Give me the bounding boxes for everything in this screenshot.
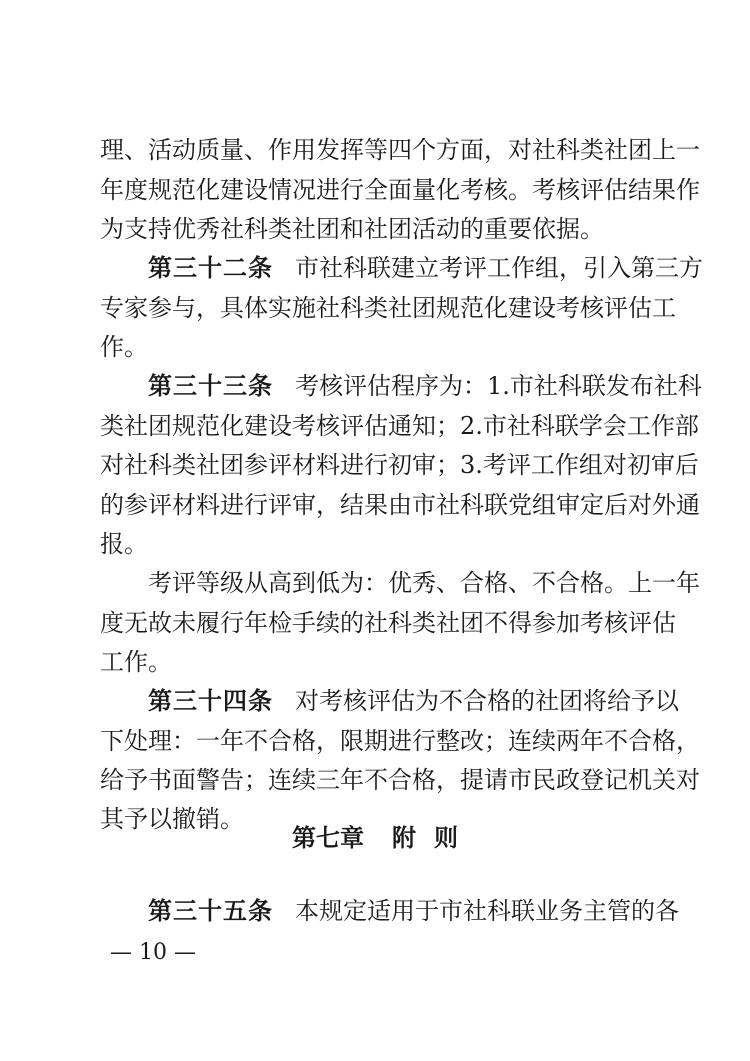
text-line: 专家参与，具体实施社科类社团规范化建设考核评估工 — [100, 294, 676, 322]
article-32-first-line — [148, 252, 703, 284]
text-line: 下处理：一年不合格，限期进行整改；连续两年不合格， — [100, 727, 700, 755]
text-line: 为支持优秀社科类社团和社团活动的重要依据。 — [100, 215, 604, 243]
article-label: 第三十二条 — [148, 254, 273, 282]
text-line: 的参评材料进行评审，结果由市社科联党组审定后对外通 — [100, 491, 700, 519]
text-line: 报。 — [100, 530, 148, 558]
text-line: 给予书面警告；连续三年不合格，提请市民政登记机关对 — [100, 766, 700, 794]
article-text: 市社科联建立考评工作组，引入第三方 — [295, 254, 703, 282]
text-line: 对社科类社团参评材料进行初审；3.考评工作组对初审后 — [100, 451, 699, 479]
page-number: — 10 — — [110, 940, 196, 965]
text-line: 其予以撤销。 — [100, 805, 244, 833]
article-text: 本规定适用于市社科联业务主管的各 — [295, 897, 679, 925]
article-label: 第三十四条 — [148, 687, 273, 715]
text-line: 工作。 — [100, 648, 172, 676]
article-text: 对考核评估为不合格的社团将给予以 — [295, 687, 679, 715]
article-text: 考核评估程序为：1.市社科联发布社科 — [295, 372, 702, 400]
text-line: 度无故未履行年检手续的社科类社团不得参加考核评估 — [100, 609, 676, 637]
chapter-title-part: 则 — [434, 824, 458, 852]
text-line: 类社团规范化建设考核评估通知；2.市社科联学会工作部 — [100, 412, 699, 440]
chapter-title-part: 附 — [392, 824, 416, 852]
article-label: 第三十五条 — [148, 897, 273, 925]
chapter-heading — [0, 822, 750, 854]
text-line: 年度规范化建设情况进行全面量化考核。考核评估结果作 — [100, 176, 700, 204]
article-label: 第三十三条 — [148, 372, 273, 400]
text-line: 考评等级从高到低为：优秀、合格、不合格。上一年 — [148, 569, 700, 597]
article-35-first-line — [148, 895, 679, 927]
text-line: 理、活动质量、作用发挥等四个方面，对社科类社团上一 — [100, 136, 700, 164]
article-34-first-line — [148, 685, 679, 717]
text-line: 作。 — [100, 333, 148, 361]
chapter-number: 第七章 — [292, 824, 364, 852]
article-33-first-line — [148, 370, 702, 402]
